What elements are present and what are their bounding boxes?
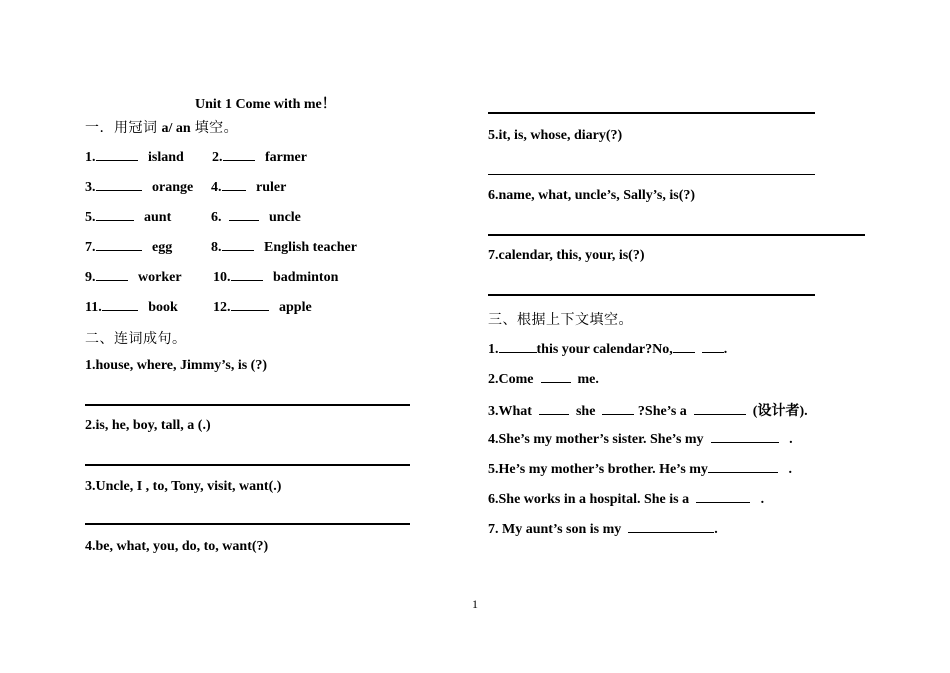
answer-blank[interactable] — [696, 490, 750, 503]
answer-blank[interactable] — [673, 340, 695, 353]
sentence-prompt: 2.is, he, boy, tall, a (.) — [85, 418, 211, 433]
article-item: 6. uncle — [211, 210, 301, 225]
answer-blank[interactable] — [602, 402, 634, 415]
answer-blank[interactable] — [694, 402, 746, 415]
answer-line[interactable] — [488, 294, 815, 296]
section1-heading — [85, 117, 238, 137]
sentence-prompt: 1.house, where, Jimmy’s, is (?) — [85, 358, 267, 373]
fill-question-7: 7. My aunt’s son is my . — [488, 522, 718, 537]
section2-heading: 二、连词成句。 — [85, 332, 187, 347]
article-item: 5. aunt — [85, 210, 172, 225]
article-item: 7. egg — [85, 240, 173, 255]
fill-question-3: 3.What she ?She’s a (设计者). — [488, 404, 808, 419]
answer-blank[interactable] — [539, 402, 569, 415]
answer-blank[interactable] — [96, 208, 134, 221]
sentence-prompt: 7.calendar, this, your, is(?) — [488, 248, 645, 263]
answer-blank[interactable] — [223, 148, 255, 161]
answer-blank[interactable] — [231, 298, 269, 311]
answer-blank[interactable] — [222, 178, 246, 191]
article-item: 12. apple — [213, 300, 312, 315]
fill-question-2: 2.Come me. — [488, 372, 599, 387]
article-item: 4. ruler — [211, 180, 287, 195]
article-item: 3. orange — [85, 180, 194, 195]
answer-blank[interactable] — [222, 238, 254, 251]
sentence-prompt: 6.name, what, uncle’s, Sally’s, is(?) — [488, 188, 696, 203]
section3-heading: 三、根据上下文填空。 — [488, 313, 633, 328]
answer-line[interactable] — [488, 174, 815, 175]
answer-blank[interactable] — [711, 430, 779, 443]
article-item: 11. book — [85, 300, 178, 315]
answer-blank[interactable] — [96, 268, 128, 281]
section1-heading-bold: a/ an — [161, 121, 191, 136]
answer-blank[interactable] — [96, 238, 142, 251]
fill-question-4: 4.She’s my mother’s sister. She’s my . — [488, 432, 793, 447]
answer-line[interactable] — [488, 112, 815, 114]
article-item: 1. island — [85, 150, 184, 165]
answer-line[interactable] — [488, 234, 865, 236]
answer-blank[interactable] — [702, 340, 724, 353]
answer-blank[interactable] — [628, 520, 714, 533]
answer-blank[interactable] — [499, 340, 537, 353]
article-item: 9. worker — [85, 270, 182, 285]
worksheet-title: Unit 1 Come with me！ — [195, 97, 336, 112]
answer-line[interactable] — [85, 404, 410, 406]
answer-blank[interactable] — [541, 370, 571, 383]
page-number: 1 — [472, 597, 478, 611]
answer-blank[interactable] — [96, 178, 142, 191]
sentence-prompt: 3.Uncle, I , to, Tony, visit, want(.) — [85, 479, 282, 494]
answer-blank[interactable] — [96, 148, 138, 161]
answer-blank[interactable] — [102, 298, 138, 311]
article-item: 10. badminton — [213, 270, 339, 285]
answer-blank[interactable] — [708, 460, 778, 473]
fill-question-6: 6.She works in a hospital. She is a . — [488, 492, 765, 507]
answer-line[interactable] — [85, 464, 410, 466]
article-item: 2. farmer — [212, 150, 307, 165]
sentence-prompt: 4.be, what, you, do, to, want(?) — [85, 539, 269, 554]
answer-blank[interactable] — [229, 208, 259, 221]
fill-question-1: 1. this your calendar?No, . — [488, 342, 728, 357]
answer-blank[interactable] — [231, 268, 263, 281]
fill-question-5: 5.He’s my mother’s brother. He’s my . — [488, 462, 792, 477]
section1-heading-suffix: 填空。 — [190, 121, 239, 136]
section1-heading-prefix: 一．用冠词 — [85, 121, 162, 136]
sentence-prompt: 5.it, is, whose, diary(?) — [488, 128, 623, 143]
article-item: 8. English teacher — [211, 240, 357, 255]
answer-line[interactable] — [85, 523, 410, 525]
